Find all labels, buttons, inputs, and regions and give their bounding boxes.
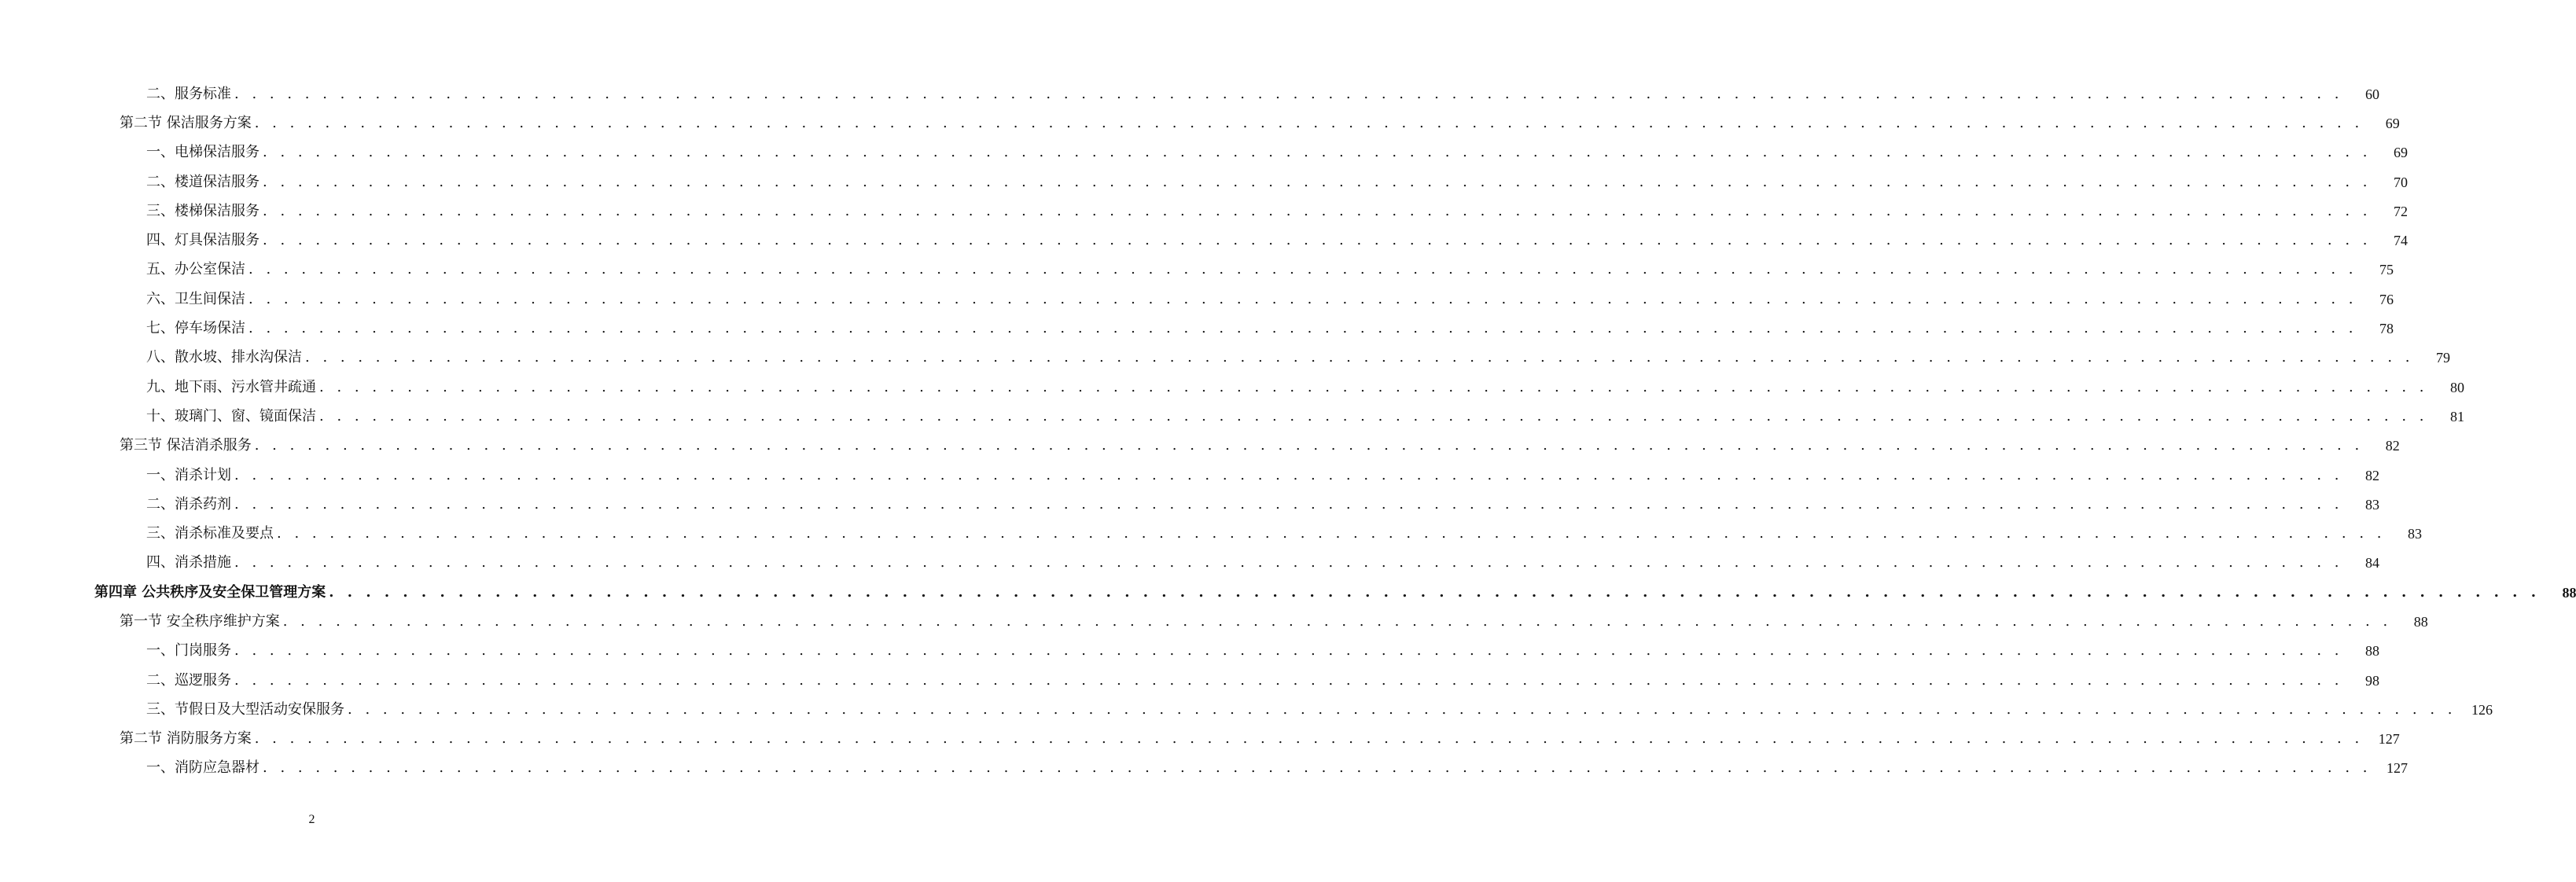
toc-entry-title: 七、停车场保洁 — [146, 320, 245, 337]
dot-leader: . . . . . . . . . . . . . . . . . . . . . . . . . . . . . . . . . . . . . . . . . . . . . . . . . . . . . . . . . . . . . . . . . . . . . . . . . . . . . . . . . . . . . . . . . . . . . . . . . . . . . . . . . . . . . . . . . . . . . . . . — [234, 466, 2343, 483]
toc-subsection-entry[interactable] — [0, 402, 2464, 431]
dot-leader: . . . . . . . . . . . . . . . . . . . . . . . . . . . . . . . . . . . . . . . . . . . . . . . . . . . . . . . . . . . . . . . . . . . . . . . . . . . . . . . . . . . . . . . . . . . . . . . . . . . . . . . . . . . . . . . . . . . . . . . . — [254, 114, 2364, 131]
toc-page-number: 80 — [2449, 379, 2464, 395]
toc-subsection-entry[interactable] — [0, 285, 2394, 314]
toc-subsection-entry[interactable] — [0, 226, 2408, 255]
dot-leader: . . . . . . . . . . . . . . . . . . . . . . . . . . . . . . . . . . . . . . . . . . . . . . . . . . . . . . . . . . . . . . . . . . . . . . . . . . . . . . . . . . . . . . . . . . . . . . . . . . . . . . . . . . . . . . . . . . . . . . . . — [248, 261, 2357, 278]
toc-entry-title: 三、节假日及大型活动安保服务 — [146, 700, 344, 718]
dot-leader: . . . . . . . . . . . . . . . . . . . . . . . . . . . . . . . . . . . . . . . . . . . . . . . . . . . . . . . . . . . . . . . . . . . . . . . . . . . . . . . . . . . . . . . . . . . . . . . . . . . . . . . . . . . . . . . . . . . . . . . . — [305, 349, 2414, 366]
toc-subsection-entry[interactable] — [0, 138, 2408, 167]
dot-leader: . . . . . . . . . . . . . . . . . . . . . . . . . . . . . . . . . . . . . . . . . . . . . . . . . . . . . . . . . . . . . . . . . . . . . . . . . . . . . . . . . . . . . . . . . . . . . . . . . . . . . . . . . . . . . . . . . . . . . . . . — [254, 437, 2364, 454]
toc-entry-title: 五、办公室保洁 — [146, 261, 245, 278]
toc-entry-title: 一、门岗服务 — [146, 642, 231, 660]
toc-page-number: 88 — [2413, 613, 2428, 630]
toc-page-number: 75 — [2379, 262, 2394, 278]
toc-page-number: 83 — [2364, 496, 2379, 513]
toc-entry-title: 第三节 保洁消杀服务 — [120, 437, 252, 454]
toc-page-number: 127 — [2378, 731, 2400, 748]
dot-leader: . . . . . . . . . . . . . . . . . . . . . . . . . . . . . . . . . . . . . . . . . . . . . . . . . . . . . . . . . . . . . . . . . . . . . . . . . . . . . . . . . . . . . . . . . . . . . . . . . . . . . . . . . . . . . . . . . . . . . . . . — [263, 144, 2372, 161]
dot-leader: . . . . . . . . . . . . . . . . . . . . . . . . . . . . . . . . . . . . . . . . . . . . . . . . . . . . . . . . . . . . . . . . . . . . . . . . . . . . . . . . . . . . . . . . . . . . . . . . . . . . . . . . . . . . . . . . . . . . . . . . — [319, 407, 2428, 424]
toc-subsection-entry[interactable] — [0, 167, 2408, 197]
toc-entry-title: 一、消防应急器材 — [146, 759, 259, 777]
dot-leader: . . . . . . . . . . . . . . . . . . . . . . . . . . . . . . . . . . . . . . . . . . . . . . . . . . . . . . . . . . . . . . . . . . . . . . . . . . . . . . . . . . . . . . . . . . . . . . . . . . . . . . . . . . . . . . . . . . . . . . . . — [319, 378, 2428, 395]
toc-section-entry[interactable] — [0, 432, 2400, 461]
toc-entry-title: 十、玻璃门、窗、镜面保洁 — [146, 407, 316, 424]
toc-subsection-entry[interactable] — [0, 490, 2379, 519]
toc-page-number: 78 — [2379, 321, 2394, 337]
toc-entry-title: 四、灯具保洁服务 — [146, 232, 259, 249]
toc-page-number: 126 — [2471, 701, 2493, 718]
toc-subsection-entry[interactable] — [0, 666, 2379, 695]
toc-page-number: 79 — [2435, 350, 2450, 366]
toc-entry-title: 二、消杀药剂 — [146, 495, 231, 513]
toc-section-entry[interactable] — [0, 108, 2400, 138]
toc-page-number: 74 — [2393, 233, 2408, 249]
toc-subsection-entry[interactable] — [0, 79, 2379, 108]
toc-entry-title: 第一节 安全秩序维护方案 — [120, 612, 280, 630]
toc-page-number: 83 — [2407, 526, 2422, 542]
dot-leader: . . . . . . . . . . . . . . . . . . . . . . . . . . . . . . . . . . . . . . . . . . . . . . . . . . . . . . . . . . . . . . . . . . . . . . . . . . . . . . . . . . . . . . . . . . . . . . . . . . . . . . . . . . . . . . . . . . . . . . . . — [263, 232, 2372, 249]
dot-leader: . . . . . . . . . . . . . . . . . . . . . . . . . . . . . . . . . . . . . . . . . . . . . . . . . . . . . . . . . . . . . . . . . . . . . . . . . . . . . . . . . . . . . . . . . . . . . . . . . . . . . . . . . . . . . . . . . . . . . . . . — [234, 642, 2343, 660]
dot-leader: . . . . . . . . . . . . . . . . . . . . . . . . . . . . . . . . . . . . . . . . . . . . . . . . . . . . . . . . . . . . . . . . . . . . . . . . . . . . . . . . . . . . . . . . . . . . . . . . . . . . . . . . . . . . . . . . . . . . . . . . — [277, 525, 2386, 542]
toc-entry-title: 第二节 消防服务方案 — [120, 730, 252, 748]
toc-entry-title: 二、巡逻服务 — [146, 671, 231, 689]
table-of-contents — [0, 79, 2576, 783]
toc-entry-title: 四、消杀措施 — [146, 554, 231, 571]
dot-leader: . . . . . . . . . . . . . . . . . . . . . . . . . . . . . . . . . . . . . . . . . . . . . . . . . . . . . . . . . . . . . . . . . . . . . . . . . . . . . . . . . . . . . . . . . . . . . . . . . . . . . . . . . . . . . . . . . . . . . . . . — [348, 700, 2456, 718]
toc-page-number: 88 — [2562, 584, 2576, 601]
toc-entry-title: 三、楼梯保洁服务 — [146, 202, 259, 219]
toc-page-number: 81 — [2449, 408, 2464, 424]
toc-entry-title: 二、楼道保洁服务 — [146, 173, 259, 190]
toc-subsection-entry[interactable] — [0, 314, 2394, 343]
toc-subsection-entry[interactable] — [0, 695, 2493, 724]
toc-entry-title: 第四章 公共秩序及安全保卫管理方案 — [94, 583, 326, 601]
toc-entry-title: 八、散水坡、排水沟保洁 — [146, 349, 302, 366]
dot-leader: . . . . . . . . . . . . . . . . . . . . . . . . . . . . . . . . . . . . . . . . . . . . . . . . . . . . . . . . . . . . . . . . . . . . . . . . . . . . . . . . . . . . . . . . . . . . . . . . . . . . . . . . . . . . . . . . . . . . . . . . — [248, 320, 2357, 337]
toc-entry-title: 二、服务标准 — [146, 85, 231, 102]
toc-subsection-entry[interactable] — [0, 255, 2394, 285]
dot-leader: . . . . . . . . . . . . . . . . . . . . . . . . . . . . . . . . . . . . . . . . . . . . . . . . . . . . . . . . . . . . . . . . . . . . . . . . . . . . . . . . . . . . . . . . . . . . . . . . . . . . . . . . . . . . . . . . . . . . . . . . — [263, 173, 2372, 190]
dot-leader: . . . . . . . . . . . . . . . . . . . . . . . . . . . . . . . . . . . . . . . . . . . . . . . . . . . . . . . . . . . . . . . . . . . . . . . . . . . . . . . . . . . . . . . . . . . . . . . . . . . . . . . . . . . . . . . . . . . . . . . . — [254, 730, 2364, 748]
toc-page-number: 76 — [2379, 291, 2394, 307]
dot-leader: . . . . . . . . . . . . . . . . . . . . . . . . . . . . . . . . . . . . . . . . . . . . . . . . . . . . . . . . . . . . . . . . . . . . . . . . . . . . . . . . . . . . . . . . . . . . . . . . . . . . . . . . . . . . . . . . . . . . . . . . — [263, 759, 2372, 777]
toc-entry-title: 一、消杀计划 — [146, 466, 231, 483]
toc-subsection-entry[interactable] — [0, 461, 2379, 490]
toc-subsection-entry[interactable] — [0, 373, 2464, 402]
toc-page-number: 88 — [2364, 643, 2379, 660]
toc-page-number: 82 — [2364, 467, 2379, 483]
dot-leader: . . . . . . . . . . . . . . . . . . . . . . . . . . . . . . . . . . . . . . . . . . . . . . . . . . . . . . . . . . . . . . . . . . . . . . . . . . . . . . . . . . . . . . . . . . . . . . . . . . . . . . . . . . . . . . . . . . . . . . . . — [234, 495, 2343, 513]
toc-page-number: 98 — [2364, 672, 2379, 689]
toc-entry-title: 第二节 保洁服务方案 — [120, 114, 252, 131]
toc-page-number: 82 — [2385, 438, 2400, 454]
toc-subsection-entry[interactable] — [0, 519, 2422, 548]
toc-page-number: 70 — [2393, 174, 2408, 190]
toc-entry-title: 九、地下雨、污水管井疏通 — [146, 378, 316, 395]
page-footer-number: 2 — [308, 813, 315, 826]
toc-page-number: 69 — [2393, 145, 2408, 161]
dot-leader: . . . . . . . . . . . . . . . . . . . . . . . . . . . . . . . . . . . . . . . . . . . . . . . . . . . . . . . . . . . . . . . . . . . . . . . . . . . . . . . . . . . . . . . . . . . . . . . . . . . . . . . . . . . . . . . . . . . . . . . . — [248, 290, 2357, 307]
toc-subsection-entry[interactable] — [0, 637, 2379, 666]
dot-leader: . . . . . . . . . . . . . . . . . . . . . . . . . . . . . . . . . . . . . . . . . . . . . . . . . . . . . . . . . . . . . . . . . . . . . . . . . . . . . . . . . . . . . . . . . . . . . . . . . . . . . . . . . . . . . . . . . . . . . . . . — [329, 583, 2541, 601]
toc-page-number: 60 — [2364, 86, 2379, 102]
toc-section-entry[interactable] — [0, 607, 2428, 636]
dot-leader: . . . . . . . . . . . . . . . . . . . . . . . . . . . . . . . . . . . . . . . . . . . . . . . . . . . . . . . . . . . . . . . . . . . . . . . . . . . . . . . . . . . . . . . . . . . . . . . . . . . . . . . . . . . . . . . . . . . . . . . . — [263, 202, 2372, 219]
toc-subsection-entry[interactable] — [0, 754, 2408, 783]
dot-leader: . . . . . . . . . . . . . . . . . . . . . . . . . . . . . . . . . . . . . . . . . . . . . . . . . . . . . . . . . . . . . . . . . . . . . . . . . . . . . . . . . . . . . . . . . . . . . . . . . . . . . . . . . . . . . . . . . . . . . . . . — [234, 85, 2343, 102]
dot-leader: . . . . . . . . . . . . . . . . . . . . . . . . . . . . . . . . . . . . . . . . . . . . . . . . . . . . . . . . . . . . . . . . . . . . . . . . . . . . . . . . . . . . . . . . . . . . . . . . . . . . . . . . . . . . . . . . . . . . . . . . — [234, 671, 2343, 689]
dot-leader: . . . . . . . . . . . . . . . . . . . . . . . . . . . . . . . . . . . . . . . . . . . . . . . . . . . . . . . . . . . . . . . . . . . . . . . . . . . . . . . . . . . . . . . . . . . . . . . . . . . . . . . . . . . . . . . . . . . . . . . . — [282, 612, 2392, 630]
toc-chapter-entry[interactable] — [0, 578, 2576, 607]
toc-subsection-entry[interactable] — [0, 197, 2408, 226]
dot-leader: . . . . . . . . . . . . . . . . . . . . . . . . . . . . . . . . . . . . . . . . . . . . . . . . . . . . . . . . . . . . . . . . . . . . . . . . . . . . . . . . . . . . . . . . . . . . . . . . . . . . . . . . . . . . . . . . . . . . . . . . — [234, 554, 2343, 571]
toc-page-number: 127 — [2386, 760, 2408, 777]
toc-subsection-entry[interactable] — [0, 344, 2450, 373]
toc-entry-title: 三、消杀标准及要点 — [146, 525, 274, 542]
toc-section-entry[interactable] — [0, 725, 2400, 754]
toc-entry-title: 一、电梯保洁服务 — [146, 144, 259, 161]
toc-page-number: 72 — [2393, 203, 2408, 219]
toc-page-number: 69 — [2385, 115, 2400, 131]
toc-subsection-entry[interactable] — [0, 549, 2379, 578]
toc-entry-title: 六、卫生间保洁 — [146, 290, 245, 307]
toc-page-number: 84 — [2364, 555, 2379, 571]
